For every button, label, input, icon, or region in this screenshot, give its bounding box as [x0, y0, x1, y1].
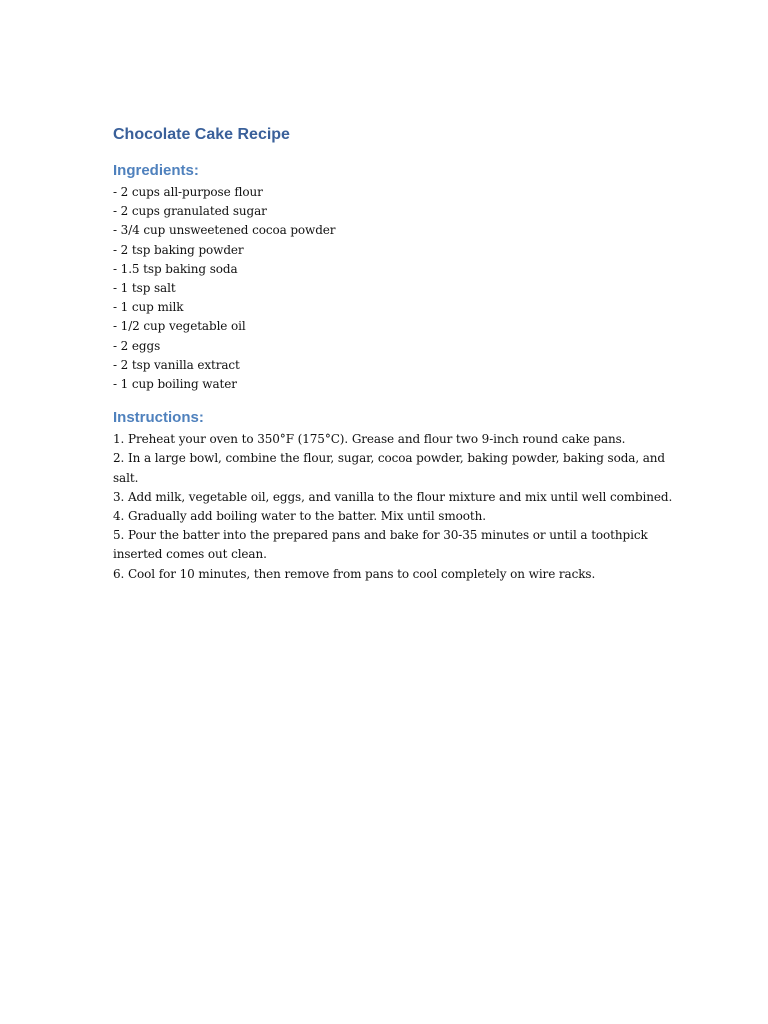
- ingredient-item: - 2 eggs: [113, 338, 161, 353]
- document-title: Chocolate Cake Recipe: [113, 126, 290, 143]
- ingredient-item: - 1 cup boiling water: [113, 377, 237, 392]
- instructions-heading: Instructions:: [113, 409, 204, 427]
- ingredient-item: - 2 tsp vanilla extract: [113, 357, 240, 372]
- instruction-step: 3. Add milk, vegetable oil, eggs, and vanilla to the flour mixture and mix until well combined.: [113, 489, 673, 504]
- instruction-step: 2. In a large bowl, combine the flour, sugar, cocoa powder, baking powder, baking soda, and salt.: [113, 451, 666, 485]
- ingredient-item: - 1.5 tsp baking soda: [113, 261, 238, 276]
- instruction-step: 6. Cool for 10 minutes, then remove from pans to cool completely on wire racks.: [113, 566, 596, 581]
- ingredient-item: - 2 tsp baking powder: [113, 242, 244, 257]
- instruction-step: 1. Preheat your oven to 350°F (175°C). Grease and flour two 9-inch round cake pans.: [113, 432, 626, 447]
- ingredient-item: - 2 cups all-purpose flour: [113, 185, 263, 199]
- instruction-step: 5. Pour the batter into the prepared pans and bake for 30-35 minutes or until a toothpick inserted comes out clean.: [113, 528, 648, 562]
- ingredient-item: - 1/2 cup vegetable oil: [113, 319, 246, 334]
- ingredient-item: - 1 tsp salt: [113, 281, 176, 296]
- instruction-step: 4. Gradually add boiling water to the batter. Mix until smooth.: [113, 509, 486, 524]
- ingredient-item: - 2 cups granulated sugar: [113, 204, 267, 219]
- instructions-list: [113, 430, 673, 584]
- ingredient-item: - 3/4 cup unsweetened cocoa powder: [113, 223, 336, 238]
- ingredients-heading: Ingredients:: [113, 162, 199, 179]
- ingredients-list: [113, 183, 673, 394]
- ingredient-item: - 1 cup milk: [113, 300, 184, 315]
- document-page: [113, 124, 673, 584]
